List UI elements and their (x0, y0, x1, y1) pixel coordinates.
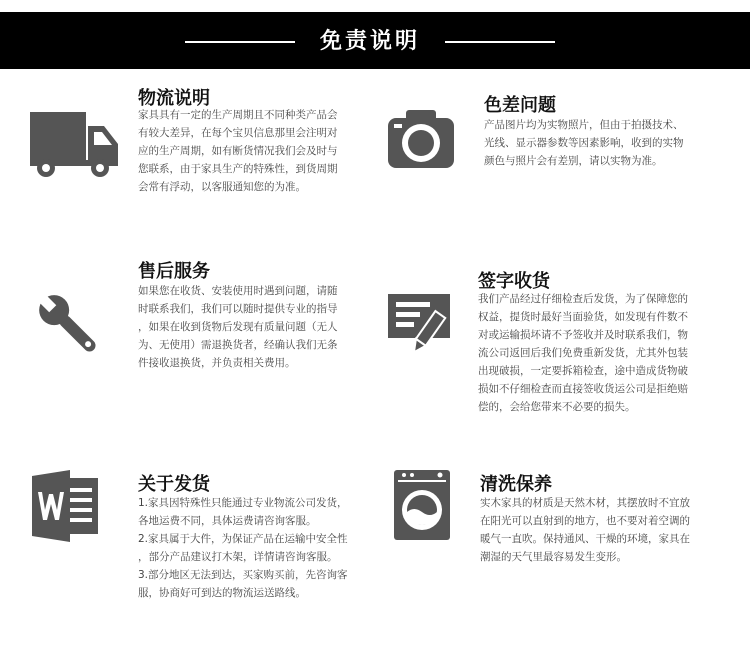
wrench-icon (34, 290, 104, 360)
section-body-cleaning (480, 494, 690, 566)
camera-icon (386, 108, 456, 170)
section-body-color-difference (484, 116, 684, 170)
section-title-signing: 签字收货 (478, 271, 550, 292)
body-line: 2.家具属于大件，为保证产品在运输中安全性 (138, 533, 348, 545)
body-line: 潮湿的天气里最容易发生变形。 (480, 551, 627, 563)
body-line: 3.部分地区无法到达，买家购买前，先咨询客 (138, 569, 348, 581)
body-line: 时联系我们，我们可以随时提供专业的指导 (138, 303, 338, 315)
body-line: 出现破损，一定要拆箱检查，途中造成货物破 (478, 365, 688, 377)
body-line: 光线、显示器参数等因素影响，收到的实物 (484, 137, 684, 149)
body-line: 颜色与照片会有差别，请以实物为准。 (484, 155, 663, 167)
section-title-after-sales: 售后服务 (138, 261, 210, 282)
body-line: 我们产品经过仔细检查后发货，为了保障您的 (478, 293, 688, 305)
body-line: 1.家具因特殊性只能通过专业物流公司发货， (138, 497, 348, 509)
body-line: 流公司返回后我们免费重新发货，尤其外包装 (478, 347, 688, 359)
body-line: 您联系，由于家具生产的特殊性，到货周期 (138, 163, 338, 175)
section-title-shipping: 关于发货 (138, 474, 210, 495)
body-line: 产品图片均为实物照片，但由于拍摄技术、 (484, 119, 684, 131)
body-line: 权益，提货时最好当面验货，如发现有件数不 (478, 311, 688, 323)
section-title-cleaning: 清洗保养 (480, 474, 552, 495)
section-body-after-sales (138, 282, 338, 372)
body-line: ，如果在收到货物后发现有质量问题（无人 (138, 321, 338, 333)
section-body-shipping (138, 494, 348, 602)
body-line: 对或运输损坏请不予签收并及时联系我们，物 (478, 329, 688, 341)
body-line: 如果您在收货、安装使用时遇到问题，请随 (138, 285, 338, 297)
section-body-logistics (138, 106, 338, 196)
body-line: 偿的，会给您带来不必要的损失。 (478, 401, 636, 413)
section-body-signing (478, 290, 688, 416)
body-line: 服，协商好可到达的物流运送路线。 (138, 587, 306, 599)
body-line: 应的生产周期，如有断货情况我们会及时与 (138, 145, 338, 157)
body-line: 为、无使用）需退换货者，经确认我们无条 (138, 339, 338, 351)
body-line: 家具具有一定的生产周期且不同种类产品会 (138, 109, 338, 121)
truck-icon (28, 110, 120, 178)
body-line: 件接收退换货，并负责相关费用。 (138, 357, 296, 369)
body-line: 实木家具的材质是天然木材，其摆放时不宜放 (480, 497, 690, 509)
body-line: 暖气一直吹。保持通风、干燥的环境，家具在 (480, 533, 690, 545)
header-banner (0, 12, 750, 69)
body-line: 在阳光可以直射到的地方，也不要对着空调的 (480, 515, 690, 527)
washing-machine-icon (392, 468, 452, 542)
body-line: ，部分产品建议打木架，详情请咨询客服。 (138, 551, 338, 563)
page-title: 免责说明 (319, 29, 420, 54)
body-line: 各地运费不同，具体运费请咨询客服。 (138, 515, 317, 527)
body-line: 会常有浮动，以客服通知您的为准。 (138, 181, 306, 193)
sign-document-icon (386, 290, 456, 360)
body-line: 损如不仔细检查而直接签收货运公司是拒绝赔 (478, 383, 688, 395)
section-title-logistics: 物流说明 (138, 88, 210, 109)
header-right-rule (445, 41, 555, 43)
word-document-icon (30, 470, 102, 542)
body-line: 有较大差异，在每个宝贝信息那里会注明对 (138, 127, 338, 139)
header-left-rule (185, 41, 295, 43)
section-title-color-difference: 色差问题 (484, 95, 556, 116)
